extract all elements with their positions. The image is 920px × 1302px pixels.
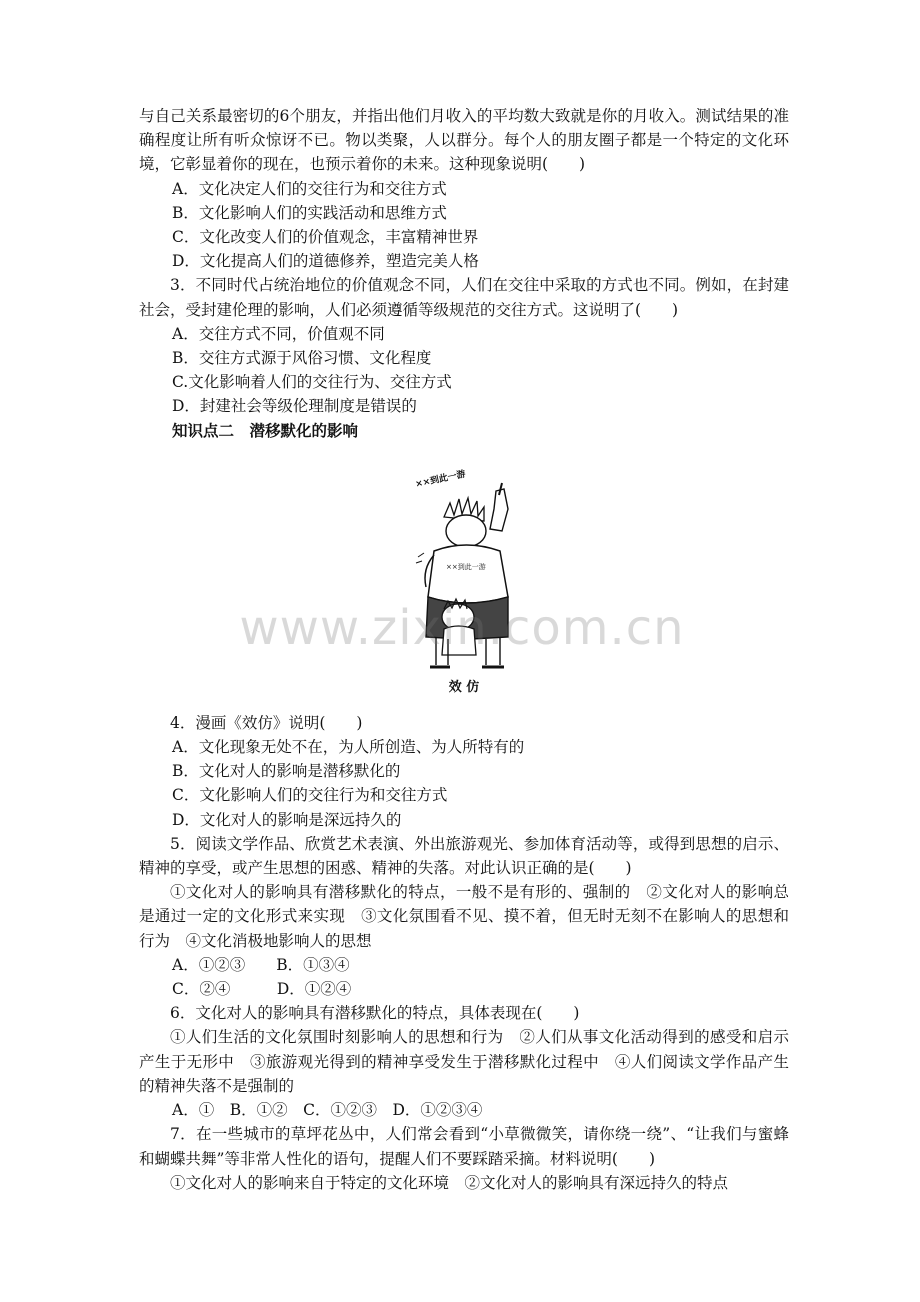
- q3-option-b: B．交往方式源于风俗习惯、文化程度: [172, 349, 432, 368]
- q3-option-d: D．封建社会等级伦理制度是错误的: [172, 397, 417, 416]
- cartoon-sign-text: ××到此一游: [414, 469, 467, 490]
- question-6-stem: 6．文化对人的影响具有潜移默化的特点，具体表现在( ): [170, 1004, 580, 1023]
- question-2-continued: 与自己关系最密切的6个朋友，并指出他们月收入的平均数大致就是你的月收入。测试结果的准确程度让所有听众惊讶不已。物以类聚，人以群分。每个人的朋友圈子都是一个特定的文化环境，它彰显着你的现在，也预示着你的未来。这种现象说明( ): [139, 107, 789, 174]
- question-5-stem: 5．阅读文学作品、欣赏艺术表演、外出旅游观光、参加体育活动等，或得到思想的启示、精神的享受，或产生思想的困惑、精神的失落。对此认识正确的是( ): [139, 834, 789, 878]
- q4-option-d: D．文化对人的影响是深远持久的: [172, 810, 402, 829]
- q4-option-a: A．文化现象无处不在，为人所创造、为人所特有的: [172, 738, 525, 757]
- question-4-stem: 4．漫画《效仿》说明( ): [170, 713, 363, 732]
- cartoon-shirt-text: ××到此一游: [446, 562, 486, 571]
- q2-option-b: B．文化影响人们的实践活动和思维方式: [172, 203, 447, 222]
- question-5-statements: ①文化对人的影响具有潜移默化的特点，一般不是有形的、强制的 ②文化对人的影响总是通过一定的文化形式来实现 ③文化氛围看不见、摸不着，但无时无刻不在影响人的思想和行为 ④文化消极地影响人的思想: [139, 883, 789, 950]
- q2-option-a: A．文化决定人们的交往行为和交往方式: [172, 179, 447, 198]
- question-7-stem: 7．在一些城市的草坪花丛中，人们常会看到“小草微微笑，请你绕一绕”、“让我们与蜜蜂和蝴蝶共舞”等非常人性化的语句，提醒人们不要踩踏采摘。材料说明( ): [139, 1125, 789, 1168]
- q2-option-c: C．文化改变人们的价值观念，丰富精神世界: [172, 228, 479, 247]
- cartoon-illustration: [404, 469, 534, 679]
- question-3-stem: 3．不同时代占统治地位的价值观念不同，人们在交往中采取的方式也不同。例如，在封建社会，受封建伦理的影响，人们必须遵循等级规范的交往方式。这说明了( ): [139, 276, 789, 319]
- question-6-statements: ①人们生活的文化氛围时刻影响人的思想和行为 ②人们从事文化活动得到的感受和启示产生于无形中 ③旅游观光得到的精神享受发生于潜移默化过程中 ④人们阅读文学作品产生的精神失落不是强制的: [139, 1028, 789, 1095]
- q5-options-row-1: A．①②③ B．①③④: [172, 955, 350, 974]
- cartoon-figure: [139, 469, 789, 707]
- section-heading: 知识点二 潜移默化的影响: [172, 421, 359, 440]
- q4-option-c: C．文化影响人们的交往行为和交往方式: [172, 786, 448, 805]
- cartoon-caption: 效 仿: [448, 679, 480, 695]
- document-page: [139, 104, 789, 1195]
- q6-options: A．① B．①② C．①②③ D．①②③④: [172, 1101, 483, 1120]
- q5-options-row-2: C．②④ D．①②④: [172, 980, 352, 999]
- watermark: www.zixin.com.cn: [239, 600, 685, 656]
- q3-option-a: A．交往方式不同，价值观不同: [172, 324, 385, 343]
- q3-option-c: C.文化影响着人们的交往行为、交往方式: [172, 373, 452, 392]
- question-7-statements: ①文化对人的影响来自于特定的文化环境 ②文化对人的影响具有深远持久的特点: [170, 1173, 729, 1192]
- q4-option-b: B．文化对人的影响是潜移默化的: [172, 762, 401, 781]
- q2-option-d: D．文化提高人们的道德修养，塑造完美人格: [172, 252, 479, 271]
